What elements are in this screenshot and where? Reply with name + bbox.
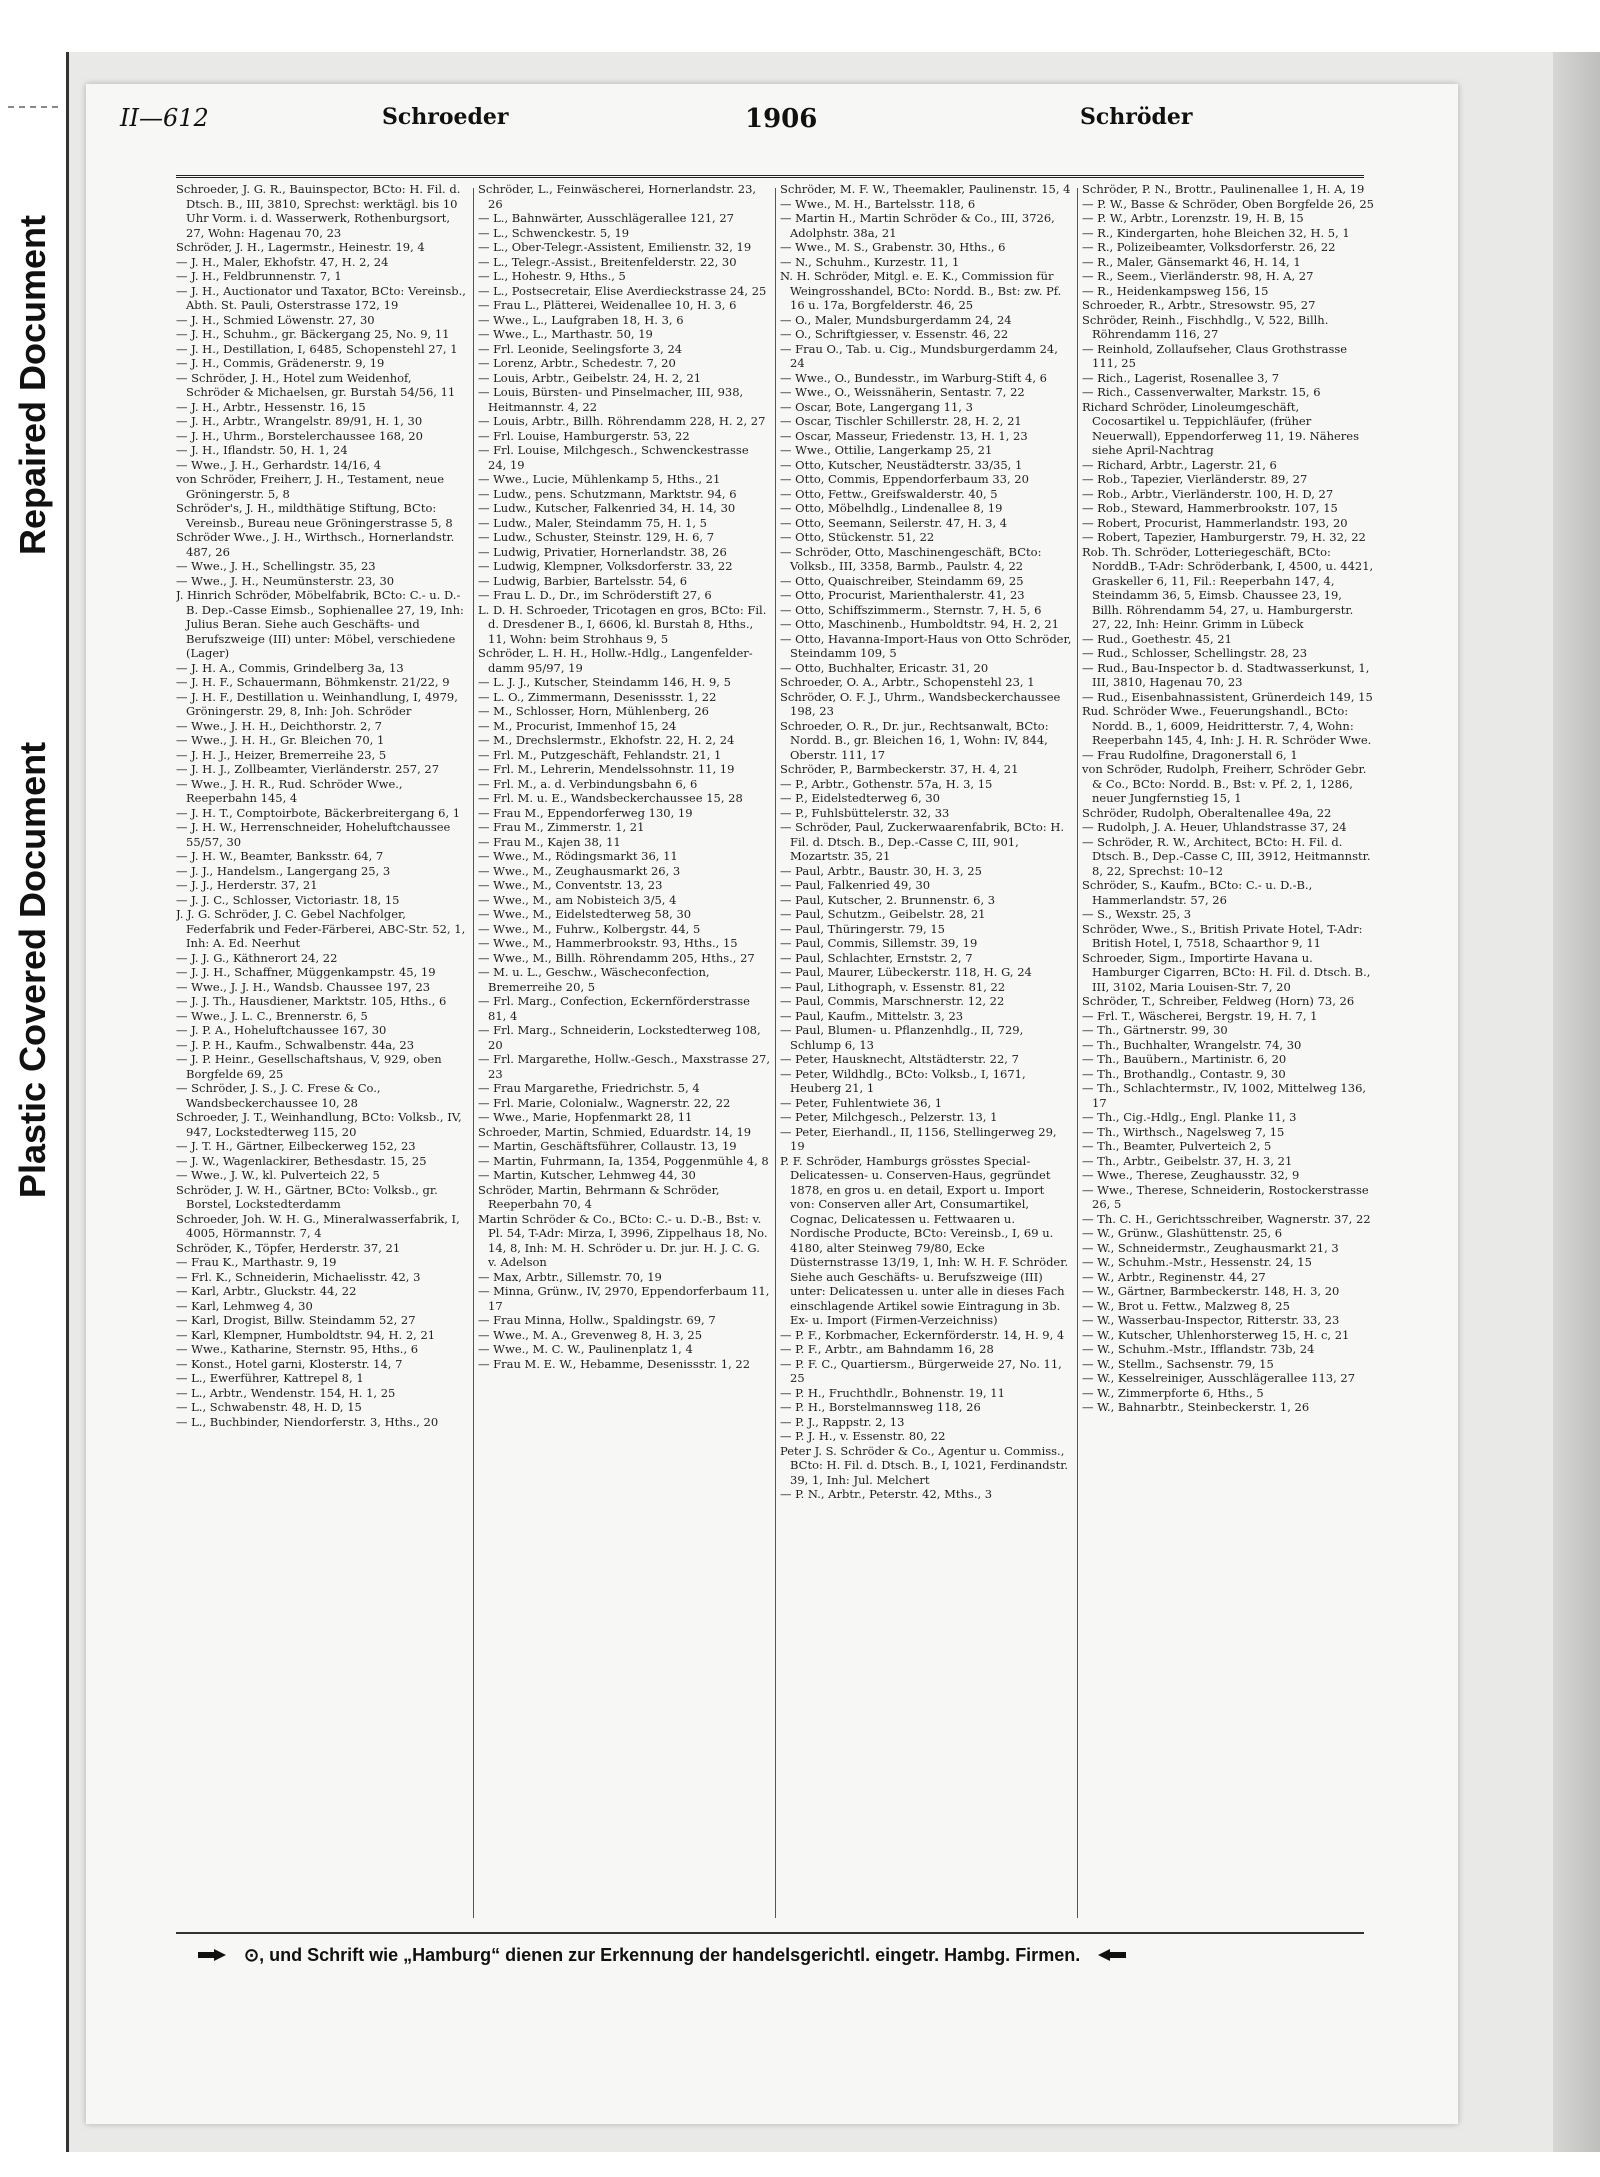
- directory-entry: — Ludwig, Barbier, Bartelsstr. 54, 6: [478, 573, 688, 588]
- directory-entry: Schröder, M. F. W., Theemakler, Paulinenstr. 15, 4: [780, 182, 1071, 196]
- directory-entry: — L. J. J., Kutscher, Steindamm 146, H. 9, 5: [478, 675, 731, 689]
- directory-entry: — P. W., Arbtr., Lorenzstr. 19, H. B, 15: [1082, 211, 1304, 225]
- directory-entry: — W., Bahnarbtr., Steinbeckerstr. 1, 26: [1082, 1400, 1310, 1414]
- directory-entry: — J. H., Arbtr., Hessenstr. 16, 15: [176, 399, 366, 414]
- directory-entry: — Otto, Schiffszimmerm., Sternstr. 7, H. 5, 6: [780, 602, 1042, 617]
- directory-entry: — P., Fuhlsbüttelerstr. 32, 33: [780, 805, 950, 820]
- directory-entry: — R., Kindergarten, hohe Bleichen 32, H. 5, 1: [1082, 225, 1350, 240]
- directory-entry: — Schröder, R. W., Architect, BCto: H. Fil. d. Dtsch. B., Dep.-Casse C, III, 3912, Heitmannstr. 8, 22, Sprechst: 10–12: [1082, 834, 1371, 878]
- directory-entry: — Rich., Lagerist, Rosenallee 3, 7: [1082, 370, 1280, 385]
- directory-entry: — W., Kutscher, Uhlenhorsterweg 15, H. c, 21: [1082, 1327, 1350, 1342]
- directory-entry: — Wwe., M., Billh. Röhrendamm 205, Hths., 27: [478, 950, 755, 965]
- directory-entry: — R., Maler, Gänsemarkt 46, H. 14, 1: [1082, 254, 1301, 269]
- directory-entry: — Wwe., M. S., Grabenstr. 30, Hths., 6: [780, 240, 1006, 254]
- directory-entry: — J. H., Destillation, I, 6485, Schopenstehl 27, 1: [176, 341, 458, 356]
- directory-entry: — W., Arbtr., Reginenstr. 44, 27: [1082, 1269, 1266, 1284]
- directory-entry: — M., Procurist, Immenhof 15, 24: [478, 718, 677, 733]
- directory-entry: — J. P. Heinr., Gesellschaftshaus, V, 929, oben Borgfelde 69, 25: [176, 1052, 442, 1081]
- directory-entry: — Frl. Marg., Schneiderin, Lockstedterweg 108, 20: [478, 1023, 761, 1052]
- directory-entry: — J. P. A., Hoheluftchaussee 167, 30: [176, 1023, 387, 1037]
- directory-entry: — J. H. F., Destillation u. Weinhandlung, I, 4979, Gröningerstr. 29, 8, Inh: Joh. Schröder: [176, 689, 458, 718]
- directory-entry: — Otto, Buchhalter, Ericastr. 31, 20: [780, 660, 989, 675]
- directory-entry: — J. H. T., Comptoirbote, Bäckerbreitergang 6, 1: [176, 805, 461, 820]
- directory-entry: — P. W., Basse & Schröder, Oben Borgfelde 26, 25: [1082, 196, 1374, 211]
- directory-entry: — Frl. T., Wäscherei, Bergstr. 19, H. 7, 1: [1082, 1008, 1318, 1023]
- directory-entry: — Wwe., Katharine, Sternstr. 95, Hths., 6: [176, 1342, 419, 1356]
- directory-entry: Schröder, K., Töpfer, Herderstr. 37, 21: [176, 1240, 401, 1255]
- directory-entry: — Rud., Goethestr. 45, 21: [1082, 631, 1232, 646]
- page-header: [120, 98, 1193, 158]
- directory-column-3: [780, 182, 1072, 1928]
- directory-entry: Schroeder, O. A., Arbtr., Schopenstehl 23, 1: [780, 675, 1035, 689]
- directory-entry: — Otto, Quaischreiber, Steindamm 69, 25: [780, 573, 1024, 588]
- directory-entry: — W., Wasserbau-Inspector, Ritterstr. 33, 23: [1082, 1313, 1340, 1327]
- directory-entry: — O., Maler, Mundsburgerdamm 24, 24: [780, 312, 1012, 327]
- directory-entry: Schröder, P. N., Brottr., Paulinenallee 1, H. A, 19: [1082, 182, 1365, 196]
- directory-entry: Schröder, P., Barmbeckerstr. 37, H. 4, 21: [780, 762, 1019, 776]
- directory-entry: — Th., Bauübern., Martinistr. 6, 20: [1082, 1052, 1287, 1066]
- column-divider: [1077, 188, 1078, 1918]
- directory-entry: — Schröder, Paul, Zuckerwaarenfabrik, BCto: H. Fil. d. Dtsch. B., Dep.-Casse C, III, 901, Mozartstr. 35, 21: [780, 820, 1065, 863]
- directory-entry: — Wwe., M. H., Bartelsstr. 118, 6: [780, 196, 976, 211]
- directory-entry: — W., Brot u. Fettw., Malzweg 8, 25: [1082, 1298, 1290, 1313]
- directory-entry: — Wwe., Ottilie, Langerkamp 25, 21: [780, 443, 993, 457]
- directory-entry: — L., Arbtr., Wendenstr. 154, H. 1, 25: [176, 1385, 396, 1400]
- directory-entry: — Martin H., Martin Schröder & Co., III, 3726, Adolphstr. 38a, 21: [780, 211, 1055, 240]
- directory-entry: — Lorenz, Arbtr., Schedestr. 7, 20: [478, 356, 676, 370]
- directory-entry: — J. J., Handelsm., Langergang 25, 3: [176, 863, 391, 878]
- directory-entry: — Karl, Klempner, Humboldtstr. 94, H. 2, 21: [176, 1327, 436, 1342]
- directory-entry: — R., Seem., Vierländerstr. 98, H. A, 27: [1082, 269, 1314, 283]
- directory-entry: — R., Heidenkampsweg 156, 15: [1082, 283, 1269, 298]
- directory-entry: — Otto, Maschinenb., Humboldtstr. 94, H. 2, 21: [780, 617, 1059, 631]
- directory-entry: — Wwe., J. H., Schellingstr. 35, 23: [176, 559, 376, 573]
- directory-entry: — L., Hohestr. 9, Hths., 5: [478, 269, 626, 283]
- directory-entry: — N., Schuhm., Kurzestr. 11, 1: [780, 254, 960, 269]
- directory-entry: — Paul, Kutscher, 2. Brunnenstr. 6, 3: [780, 892, 996, 907]
- directory-entry: — Otto, Kutscher, Neustädterstr. 33/35, 1: [780, 457, 1023, 472]
- directory-entry: — J. H., Maler, Ekhofstr. 47, H. 2, 24: [176, 254, 389, 269]
- directory-entry: — L., Postsecretair, Elise Averdieckstrasse 24, 25: [478, 283, 767, 298]
- directory-entry: — Wwe., M., Hammerbrookstr. 93, Hths., 15: [478, 936, 738, 950]
- directory-entry: — Frl. Leonide, Seelingsforte 3, 24: [478, 341, 683, 356]
- directory-entry: — Th., Arbtr., Geibelstr. 37, H. 3, 21: [1082, 1153, 1293, 1168]
- directory-entry: — Peter, Milchgesch., Pelzerstr. 13, 1: [780, 1110, 998, 1124]
- directory-entry: — L., Schwenckestr. 5, 19: [478, 225, 630, 240]
- directory-entry: — Frau L., Plätterei, Weidenallee 10, H. 3, 6: [478, 298, 737, 312]
- directory-entry: — W., Stellm., Sachsenstr. 79, 15: [1082, 1356, 1274, 1371]
- directory-entry: — P. H., Fruchthdlr., Bohnenstr. 19, 11: [780, 1385, 1005, 1400]
- directory-entry: — Ludwig, Klempner, Volksdorferstr. 33, 22: [478, 559, 733, 573]
- directory-entry: — Oscar, Masseur, Friedenstr. 13, H. 1, 23: [780, 428, 1028, 443]
- directory-entry: — Frl. Louise, Milchgesch., Schwenckestrasse 24, 19: [478, 443, 749, 472]
- directory-entry: — J. J. C., Schlosser, Victoriastr. 18, 15: [176, 892, 400, 907]
- header-right-name: Schröder: [1080, 104, 1193, 130]
- pointing-hand-left-icon: [1094, 1946, 1128, 1964]
- directory-entry: — Paul, Maurer, Lübeckerstr. 118, H. G, 24: [780, 965, 1032, 979]
- footer-rule: [176, 1932, 1364, 1934]
- directory-entry: — M., Drechslermstr., Ekhofstr. 22, H. 2, 24: [478, 733, 735, 747]
- directory-entry: — Frau Margarethe, Friedrichstr. 5, 4: [478, 1081, 700, 1095]
- directory-entry: — Rud., Schlosser, Schellingstr. 28, 23: [1082, 646, 1308, 660]
- directory-entry: — Wwe., J. H. H., Gr. Bleichen 70, 1: [176, 733, 385, 747]
- directory-entry: von Schröder, Freiherr, J. H., Testament, neue Gröningerstr. 5, 8: [176, 472, 445, 501]
- directory-entry: N. H. Schröder, Mitgl. e. E. K., Commission für Weingrosshandel, BCto: Nordd. B., Bst: zw. Pf. 16 u. 17a, Borgfelderstr. 46, 25: [780, 269, 1062, 312]
- directory-entry: — Wwe., J. W., kl. Pulverteich 22, 5: [176, 1168, 380, 1182]
- directory-entry: — Th., Brothandlg., Contastr. 9, 30: [1082, 1066, 1286, 1081]
- directory-entry: — Karl, Lehmweg 4, 30: [176, 1298, 313, 1313]
- directory-entry: — Otto, Möbelhdlg., Lindenallee 8, 19: [780, 501, 1003, 515]
- directory-entry: Peter J. S. Schröder & Co., Agentur u. Commiss., BCto: H. Fil. d. Dtsch. B., I, 1021, Ferdinandstr. 39, 1, Inh: Jul. Melchert: [780, 1443, 1069, 1487]
- directory-entry: — J. H., Feldbrunnenstr. 7, 1: [176, 269, 342, 283]
- directory-entry: — Th., Beamter, Pulverteich 2, 5: [1082, 1139, 1272, 1153]
- directory-entry: — Th., Buchhalter, Wrangelstr. 74, 30: [1082, 1037, 1302, 1052]
- directory-entry: — J. H., Arbtr., Wrangelstr. 89/91, H. 1, 30: [176, 414, 423, 428]
- directory-entry: — J. H., Schuhm., gr. Bäckergang 25, No. 9, 11: [176, 327, 450, 341]
- directory-entry: — J. P. H., Kaufm., Schwalbenstr. 44a, 23: [176, 1037, 415, 1052]
- directory-entry: — Wwe., J. L. C., Brennerstr. 6, 5: [176, 1008, 368, 1023]
- header-left-name: Schroeder: [382, 104, 509, 130]
- directory-entry: — Louis, Arbtr., Billh. Röhrendamm 228, H. 2, 27: [478, 414, 766, 428]
- directory-entry: — L., Buchbinder, Niendorferstr. 3, Hths., 20: [176, 1414, 439, 1429]
- directory-entry: — J. H., Iflandstr. 50, H. 1, 24: [176, 443, 348, 457]
- directory-entry: — W., Schuhm.-Mstr., Ifflandstr. 73b, 24: [1082, 1342, 1315, 1356]
- directory-entry: — Wwe., L., Laufgraben 18, H. 3, 6: [478, 312, 684, 327]
- directory-entry: — Otto, Stückenstr. 51, 22: [780, 530, 935, 544]
- document-label-strip: [0, 0, 66, 2177]
- directory-entry: — Paul, Kaufm., Mittelstr. 3, 23: [780, 1008, 964, 1023]
- directory-entry: — Frl. K., Schneiderin, Michaelisstr. 42, 3: [176, 1269, 421, 1284]
- directory-entry: — J. H. A., Commis, Grindelberg 3a, 13: [176, 660, 404, 675]
- directory-entry: — Wwe., L., Marthastr. 50, 19: [478, 327, 653, 341]
- directory-entry: — Rob., Steward, Hammerbrookstr. 107, 15: [1082, 501, 1338, 515]
- directory-entry: — Otto, Seemann, Seilerstr. 47, H. 3, 4: [780, 515, 1008, 530]
- directory-entry: — P. N., Arbtr., Peterstr. 42, Mths., 3: [780, 1487, 993, 1501]
- directory-entry: — Frau K., Marthastr. 9, 19: [176, 1255, 337, 1269]
- directory-entry: — Wwe., M. A., Grevenweg 8, H. 3, 25: [478, 1327, 703, 1342]
- directory-entry: — L., Telegr.-Assist., Breitenfelderstr. 22, 30: [478, 254, 737, 269]
- directory-entry: Schröder's, J. H., mildthätige Stiftung, BCto: Vereinsb., Bureau neue Gröningerstrasse 5, 8: [176, 501, 453, 530]
- directory-entry: — Th. C. H., Gerichtsschreiber, Wagnerstr. 37, 22: [1082, 1211, 1371, 1226]
- directory-entry: Schröder, Rudolph, Oberaltenallee 49a, 22: [1082, 805, 1332, 820]
- directory-entry: — L. O., Zimmermann, Desenissstr. 1, 22: [478, 689, 717, 704]
- directory-entry: — Rich., Cassenverwalter, Markstr. 15, 6: [1082, 385, 1321, 399]
- directory-entry: — Paul, Commis, Marschnerstr. 12, 22: [780, 994, 1005, 1008]
- directory-entry: — Paul, Arbtr., Baustr. 30, H. 3, 25: [780, 863, 982, 878]
- directory-entry: — Frl. M. u. E., Wandsbeckerchaussee 15, 28: [478, 791, 743, 805]
- directory-entry: — Karl, Arbtr., Gluckstr. 44, 22: [176, 1284, 357, 1298]
- directory-entry: — Reinhold, Zollaufseher, Claus Grothstrasse 111, 25: [1082, 341, 1348, 370]
- directory-entry: — Robert, Procurist, Hammerlandstr. 193, 20: [1082, 515, 1348, 530]
- column-divider: [473, 188, 474, 1918]
- directory-column-2: [478, 182, 770, 1928]
- directory-entry: — Martin, Geschäftsführer, Collaustr. 13, 19: [478, 1139, 737, 1153]
- directory-entry: — W., Schneidermstr., Zeughausmarkt 21, 3: [1082, 1240, 1339, 1255]
- directory-entry: — Martin, Kutscher, Lehmweg 44, 30: [478, 1168, 696, 1182]
- directory-entry: — W., Grünw., Glashüttenstr. 25, 6: [1082, 1226, 1283, 1240]
- page-footer: [196, 1940, 1356, 1970]
- directory-entry: — Wwe., Marie, Hopfenmarkt 28, 11: [478, 1110, 693, 1124]
- directory-entry: — R., Polizeibeamter, Volksdorferstr. 26, 22: [1082, 240, 1336, 254]
- directory-entry: — Ludwig, Privatier, Hornerlandstr. 38, 26: [478, 544, 727, 559]
- directory-entry: — J. H., Auctionator und Taxator, BCto: Vereinsb., Abth. St. Pauli, Osterstrasse 172, 19: [176, 283, 466, 312]
- directory-columns: [176, 182, 1374, 1928]
- directory-entry: — P. F., Korbmacher, Eckernförderstr. 14, H. 9, 4: [780, 1327, 1065, 1342]
- directory-entry: Schröder, Wwe., S., British Private Hotel, T-Adr: British Hotel, I, 7518, Schaarthor 9, 11: [1082, 921, 1363, 950]
- directory-entry: Schroeder, Joh. W. H. G., Mineralwasserfabrik, I, 4005, Hörmannstr. 7, 4: [176, 1211, 460, 1240]
- directory-entry: — Schröder, Otto, Maschinengeschäft, BCto: Volksb., III, 3358, Barmb., Paulstr. 4, 22: [780, 544, 1042, 573]
- directory-entry: — Th., Wirthsch., Nagelsweg 7, 15: [1082, 1124, 1285, 1139]
- directory-entry: Schröder, L., Feinwäscherei, Hornerlandstr. 23, 26: [478, 182, 757, 211]
- directory-entry: — Ludw., pens. Schutzmann, Marktstr. 94, 6: [478, 486, 737, 501]
- directory-entry: — Otto, Commis, Eppendorferbaum 33, 20: [780, 472, 1029, 486]
- directory-entry: — Otto, Fettw., Greifswalderstr. 40, 5: [780, 486, 998, 501]
- directory-entry: Martin Schröder & Co., BCto: C.- u. D.-B., Bst: v. Pl. 54, T-Adr: Mirza, I, 3996, Zippelhaus 18, No. 14, 8, Inh: M. H. Schröder u. Dr. jur. H. J. C. G. v. Adelson: [478, 1211, 768, 1269]
- directory-entry: — P. J. H., v. Essenstr. 80, 22: [780, 1429, 946, 1443]
- directory-entry: — Wwe., J. J. H., Wandsb. Chaussee 197, 23: [176, 979, 431, 994]
- directory-entry: — J. J. H., Schaffner, Müggenkampstr. 45, 19: [176, 965, 436, 979]
- directory-entry: — P., Eidelstedterweg 6, 30: [780, 791, 940, 805]
- directory-entry: — Th., Gärtnerstr. 99, 30: [1082, 1023, 1228, 1037]
- directory-entry: — Wwe., J. H., Neumünsterstr. 23, 30: [176, 573, 395, 588]
- directory-entry: — Louis, Bürsten- und Pinselmacher, III, 938, Heitmannstr. 4, 22: [478, 385, 744, 414]
- directory-entry: — Wwe., Lucie, Mühlenkamp 5, Hths., 21: [478, 472, 721, 486]
- directory-entry: — Otto, Procurist, Marienthalerstr. 41, 23: [780, 588, 1025, 602]
- directory-entry: — P. H., Borstelmannsweg 118, 26: [780, 1400, 981, 1414]
- directory-entry: — Wwe., O., Weissnäherin, Sentastr. 7, 22: [780, 385, 1025, 399]
- directory-entry: — Schröder, J. S., J. C. Frese & Co., Wandsbeckerchaussee 10, 28: [176, 1081, 381, 1110]
- directory-entry: — J. H., Commis, Grädenerstr. 9, 19: [176, 356, 385, 370]
- directory-entry: — Th., Cig.-Hdlg., Engl. Planke 11, 3: [1082, 1110, 1297, 1124]
- directory-entry: — Otto, Havanna-Import-Haus von Otto Schröder, Steindamm 109, 5: [780, 631, 1072, 660]
- directory-entry: — J. H. J., Heizer, Bremerreihe 23, 5: [176, 747, 387, 762]
- directory-entry: — J. H. W., Herrenschneider, Hoheluftchaussee 55/57, 30: [176, 820, 451, 849]
- directory-entry: — J. H., Uhrm., Borstelerchaussee 168, 20: [176, 428, 423, 443]
- directory-entry: — Peter, Wildhdlg., BCto: Volksb., I, 1671, Heuberg 21, 1: [780, 1066, 1026, 1095]
- directory-entry: — Frl. Margarethe, Hollw.-Gesch., Maxstrasse 27, 23: [478, 1052, 770, 1081]
- directory-entry: Schroeder, J. G. R., Bauinspector, BCto: H. Fil. d. Dtsch. B., III, 3810, Sprechst: werktägl. bis 10 Uhr Vorm. i. d. Wasserwerk, Rothenburgsort, 27, Wohn: Hagenau 70, 23: [176, 182, 461, 240]
- directory-column-1: [176, 182, 468, 1928]
- directory-entry: — Schröder, J. H., Hotel zum Weidenhof, Schröder & Michaelsen, gr. Burstah 54/56, 11: [176, 370, 456, 399]
- directory-entry: — P. F., Arbtr., am Bahndamm 16, 28: [780, 1342, 994, 1356]
- directory-entry: — P., Arbtr., Gothenstr. 57a, H. 3, 15: [780, 776, 993, 791]
- directory-entry: — Minna, Grünw., IV, 2970, Eppendorferbaum 11, 17: [478, 1284, 770, 1313]
- directory-entry: — Louis, Arbtr., Geibelstr. 24, H. 2, 21: [478, 370, 702, 385]
- directory-entry: — Paul, Thüringerstr. 79, 15: [780, 921, 946, 936]
- directory-entry: — Wwe., Therese, Schneiderin, Rostockerstrasse 26, 5: [1082, 1182, 1369, 1211]
- directory-entry: Schroeder, R., Arbtr., Stresowstr. 95, 27: [1082, 298, 1316, 312]
- directory-entry: — S., Wexstr. 25, 3: [1082, 907, 1192, 921]
- column-divider: [775, 188, 776, 1918]
- directory-entry: — J. T. H., Gärtner, Eilbeckerweg 152, 23: [176, 1139, 416, 1153]
- directory-entry: — Frau M., Zimmerstr. 1, 21: [478, 820, 645, 834]
- directory-entry: — J. H., Schmied Löwenstr. 27, 30: [176, 312, 375, 327]
- directory-entry: — W., Schuhm.-Mstr., Hessenstr. 24, 15: [1082, 1255, 1312, 1269]
- directory-entry: — Paul, Falkenried 49, 30: [780, 878, 931, 892]
- directory-entry: — Oscar, Tischler Schillerstr. 28, H. 2, 21: [780, 414, 1022, 428]
- repaired-label-text: Repaired Document: [12, 214, 54, 556]
- directory-entry: — Wwe., M. C. W., Paulinenplatz 1, 4: [478, 1342, 693, 1356]
- directory-entry: — J. J., Herderstr. 37, 21: [176, 878, 318, 892]
- directory-entry: Schroeder, Sigm., Importirte Havana u. Hamburger Cigarren, BCto: H. Fil. d. Dtsch. B., III, 3102, Maria Louisen-Str. 7, 20: [1082, 950, 1371, 994]
- directory-entry: — L., Ewerführer, Kattrepel 8, 1: [176, 1371, 364, 1385]
- directory-entry: — Frl. Marg., Confection, Eckernförderstrasse 81, 4: [478, 994, 750, 1023]
- header-year: 1906: [745, 104, 818, 134]
- directory-entry: — Peter, Eierhandl., II, 1156, Stellingerweg 29, 19: [780, 1124, 1057, 1153]
- directory-entry: Schröder, J. H., Lagermstr., Heinestr. 19, 4: [176, 240, 425, 254]
- pointing-hand-right-icon: [196, 1946, 230, 1964]
- directory-entry: — Wwe., Therese, Zeughausstr. 32, 9: [1082, 1168, 1300, 1182]
- directory-entry: — Frau Rudolfine, Dragonerstall 6, 1: [1082, 747, 1298, 762]
- directory-entry: Schröder, T., Schreiber, Feldweg (Horn) 73, 26: [1082, 994, 1355, 1008]
- directory-entry: — Paul, Commis, Sillemstr. 39, 19: [780, 936, 978, 950]
- directory-entry: — W., Gärtner, Barmbeckerstr. 148, H. 3, 20: [1082, 1284, 1340, 1298]
- directory-entry: — Wwe., M., am Nobisteich 3/5, 4: [478, 892, 677, 907]
- directory-entry: — L., Ober-Telegr.-Assistent, Emilienstr. 32, 19: [478, 240, 752, 254]
- directory-entry: — W., Zimmerpforte 6, Hths., 5: [1082, 1385, 1264, 1400]
- repaired-label: [0, 130, 68, 640]
- directory-entry: — Frau Minna, Hollw., Spaldingstr. 69, 7: [478, 1313, 716, 1327]
- scan-edge-shadow: [1553, 52, 1600, 2152]
- directory-entry: — J. W., Wagenlackirer, Bethesdastr. 15, 25: [176, 1153, 427, 1168]
- directory-entry: — Paul, Schlachter, Ernststr. 2, 7: [780, 950, 973, 965]
- directory-entry: P. F. Schröder, Hamburgs grösstes Special-Delicatessen- u. Conserven-Haus, gegründet 1878, en gros u. en detail, Export u. Import von: Conserven aller Art, Consumartikel, Cognac, Delicatessen u. Fettwaaren u. Nordische Producte, BCto: Vereinsb., I, 69 u. 4180, alter Steinweg 79/80, Ecke Düsternstrasse 13/19, 1, Inh: W. H. F. Schröder. Siehe auch Geschäfts- u. Berufszweige (III) unter: Delicatessen u. unter alle in dieses Fach einschlagende Artikel sowie Eintragung in 3b. Ex- u. Import (Firmen-Verzeichniss): [780, 1153, 1069, 1327]
- directory-entry: L. D. H. Schroeder, Tricotagen en gros, BCto: Fil. d. Dresdener B., I, 6606, kl. Burstah 8, Hths., 11, Wohn: beim Strohhaus 9, 5: [478, 602, 767, 646]
- directory-entry: Schroeder, O. R., Dr. jur., Rechtsanwalt, BCto: Nordd. B., gr. Bleichen 16, 1, Wohn: IV, 844, Oberstr. 111, 17: [780, 718, 1049, 762]
- directory-entry: — Wwe., M., Fuhrw., Kolbergstr. 44, 5: [478, 921, 701, 936]
- directory-entry: — Frau M., Kajen 38, 11: [478, 834, 621, 849]
- footer-note: ⊙, und Schrift wie „Hamburg“ dienen zur Erkennung der handelsgerichtl. eingetr. Hambg. Firmen.: [244, 1944, 1081, 1965]
- directory-entry: — Paul, Schutzm., Geibelstr. 28, 21: [780, 907, 986, 921]
- directory-entry: — Peter, Hausknecht, Altstädterstr. 22, 7: [780, 1052, 1019, 1066]
- directory-entry: — Konst., Hotel garni, Klosterstr. 14, 7: [176, 1356, 403, 1371]
- directory-entry: — Martin, Fuhrmann, Ia, 1354, Poggenmühle 4, 8: [478, 1153, 769, 1168]
- directory-entry: — Max, Arbtr., Sillemstr. 70, 19: [478, 1269, 662, 1284]
- directory-entry: — J. H. J., Zollbeamter, Vierländerstr. 257, 27: [176, 762, 440, 776]
- directory-entry: — Richard, Arbtr., Lagerstr. 21, 6: [1082, 457, 1277, 472]
- directory-entry: — Frau L. D., Dr., im Schröderstift 27, 6: [478, 588, 712, 602]
- directory-entry: — Wwe., J. H. R., Rud. Schröder Wwe., Reeperbahn 145, 4: [176, 776, 403, 805]
- directory-entry: J. Hinrich Schröder, Möbelfabrik, BCto: C.- u. D.-B. Dep.-Casse Eimsb., Sophienallee 27, 19, Inh: Julius Beran. Siehe auch Geschäfts- und Berufszweige (III) unter: Möbel, verschiedene (Lager): [176, 588, 464, 660]
- directory-entry: — Karl, Drogist, Billw. Steindamm 52, 27: [176, 1313, 416, 1327]
- directory-entry: — J. H. F., Schauermann, Böhmkenstr. 21/22, 9: [176, 675, 450, 689]
- directory-entry: — Wwe., M., Conventstr. 13, 23: [478, 878, 663, 892]
- directory-entry: — Wwe., M., Eidelstedterweg 58, 30: [478, 907, 692, 921]
- plastic-covered-label-text: Plastic Covered Document: [12, 741, 54, 1199]
- directory-entry: — Rob., Tapezier, Vierländerstr. 89, 27: [1082, 472, 1308, 486]
- directory-entry: — M., Schlosser, Horn, Mühlenberg, 26: [478, 704, 709, 718]
- directory-entry: Schröder, O. F. J., Uhrm., Wandsbeckerchaussee 198, 23: [780, 689, 1061, 718]
- header-rule: [176, 175, 1364, 178]
- directory-entry: — Oscar, Bote, Langergang 11, 3: [780, 399, 973, 414]
- directory-entry: — Rud., Bau-Inspector b. d. Stadtwasserkunst, 1, III, 3810, Hagenau 70, 23: [1082, 660, 1370, 689]
- plastic-covered-label: [0, 690, 68, 1250]
- directory-entry: Schröder, L. H. H., Hollw.-Hdlg., Langenfelder-damm 95/97, 19: [478, 646, 753, 675]
- directory-entry: — J. J. G., Käthnerort 24, 22: [176, 950, 338, 965]
- directory-entry: Schröder, S., Kaufm., BCto: C.- u. D.-B., Hammerlandstr. 57, 26: [1082, 878, 1313, 907]
- directory-column-4: [1082, 182, 1374, 1928]
- directory-entry: Richard Schröder, Linoleumgeschäft, Cocosartikel u. Teppichläufer, (früher Neuerwall), Eppendorferweg 11, 19. Näheres siehe April-Nachtrag: [1082, 399, 1359, 457]
- directory-entry: Rob. Th. Schröder, Lotteriegeschäft, BCto: NorddB., T-Adr: Schröderbank, I, 4500, u. 4421, Graskeller 6, 11, Fil.: Reeperbahn 147, 4, Steindamm 36, 5, Eimsb. Chaussee 23, 19, Billh. Röhrendamm 54, 27, u. Hamburgerstr. 27, 22, Inh: Heinr. Grimm in Lübeck: [1082, 544, 1374, 631]
- directory-entry: Schroeder, Martin, Schmied, Eduardstr. 14, 19: [478, 1124, 752, 1139]
- directory-entry: — L., Bahnwärter, Ausschlägerallee 121, 27: [478, 211, 734, 225]
- directory-entry: — Frl. M., Lehrerin, Mendelssohnstr. 11, 19: [478, 762, 735, 776]
- directory-entry: Rud. Schröder Wwe., Feuerungshandl., BCto: Nordd. B., 1, 6009, Heidritterstr. 7, 4, Wohn: Reeperbahn 145, 4, Inh: J. H. R. Schröder Wwe.: [1082, 704, 1372, 747]
- directory-entry: — Ludw., Schuster, Steinstr. 129, H. 6, 7: [478, 530, 715, 544]
- directory-entry: — M. u. L., Geschw., Wäscheconfection, Bremerreihe 20, 5: [478, 965, 710, 994]
- directory-entry: — Paul, Blumen- u. Pflanzenhdlg., II, 729, Schlump 6, 13: [780, 1023, 1024, 1052]
- directory-entry: — L., Schwabenstr. 48, H. D, 15: [176, 1400, 362, 1414]
- directory-entry: — Frau M., Eppendorferweg 130, 19: [478, 805, 693, 820]
- directory-entry: — Rudolph, J. A. Heuer, Uhlandstrasse 37, 24: [1082, 820, 1347, 834]
- directory-entry: — Frl. Louise, Hamburgerstr. 53, 22: [478, 428, 690, 443]
- directory-entry: — Rob., Arbtr., Vierländerstr. 100, H. D, 27: [1082, 486, 1334, 501]
- directory-entry: von Schröder, Rudolph, Freiherr, Schröder Gebr. & Co., BCto: Nordd. B., Bst: v. Pf. 2, 1, 1286, neuer Jungfernstieg 15, 1: [1082, 762, 1367, 805]
- dashed-marker: [8, 106, 58, 108]
- directory-entry: — Frau M. E. W., Hebamme, Desenissstr. 1, 22: [478, 1356, 751, 1371]
- directory-entry: — Frl. M., a. d. Verbindungsbahn 6, 6: [478, 776, 698, 791]
- directory-entry: — Wwe., O., Bundesstr., im Warburg-Stift 4, 6: [780, 370, 1047, 385]
- directory-entry: — Wwe., M., Rödingsmarkt 36, 11: [478, 849, 678, 863]
- directory-entry: — J. J. Th., Hausdiener, Marktstr. 105, Hths., 6: [176, 994, 447, 1008]
- directory-entry: — W., Kesselreiniger, Ausschlägerallee 113, 27: [1082, 1371, 1356, 1385]
- directory-entry: Schroeder, J. T., Weinhandlung, BCto: Volksb., IV, 947, Lockstedterweg 115, 20: [176, 1110, 462, 1139]
- directory-entry: — Frau O., Tab. u. Cig., Mundsburgerdamm 24, 24: [780, 341, 1058, 370]
- directory-entry: — Ludw., Maler, Steindamm 75, H. 1, 5: [478, 515, 707, 530]
- directory-entry: — Robert, Tapezier, Hamburgerstr. 79, H. 32, 22: [1082, 530, 1366, 544]
- directory-entry: — P. J., Rappstr. 2, 13: [780, 1414, 905, 1429]
- directory-entry: — Frl. M., Putzgeschäft, Fehlandstr. 21, 1: [478, 747, 722, 762]
- directory-entry: — Wwe., J. H. H., Deichthorstr. 2, 7: [176, 718, 382, 733]
- directory-entry: — P. F. C., Quartiersm., Bürgerweide 27, No. 11, 25: [780, 1356, 1062, 1385]
- directory-entry: — O., Schriftgiesser, v. Essenstr. 46, 22: [780, 327, 1009, 341]
- directory-entry: — J. H. W., Beamter, Banksstr. 64, 7: [176, 849, 384, 863]
- directory-entry: Schröder Wwe., J. H., Wirthsch., Hornerlandstr. 487, 26: [176, 530, 455, 559]
- directory-entry: — Wwe., M., Zeughausmarkt 26, 3: [478, 863, 681, 878]
- directory-entry: — Paul, Lithograph, v. Essenstr. 81, 22: [780, 979, 1006, 994]
- page-number: II—612: [120, 104, 209, 132]
- directory-entry: J. J. G. Schröder, J. C. Gebel Nachfolger, Federfabrik und Feder-Färberei, ABC-Str. 52, 1, Inh: A. Ed. Neerhut: [176, 907, 466, 950]
- directory-entry: — Ludw., Kutscher, Falkenried 34, H. 14, 30: [478, 501, 736, 515]
- directory-entry: — Peter, Fuhlentwiete 36, 1: [780, 1095, 943, 1110]
- directory-entry: Schröder, Martin, Behrmann & Schröder, Reeperbahn 70, 4: [478, 1182, 720, 1211]
- directory-entry: Schröder, Reinh., Fischhdlg., V, 522, Billh. Röhrendamm 116, 27: [1082, 312, 1329, 341]
- directory-entry: — Frl. Marie, Colonialw., Wagnerstr. 22, 22: [478, 1095, 731, 1110]
- directory-entry: — Rud., Eisenbahnassistent, Grünerdeich 149, 15: [1082, 689, 1373, 704]
- directory-entry: Schröder, J. W. H., Gärtner, BCto: Volksb., gr. Borstel, Lockstedterdamm: [176, 1182, 438, 1211]
- directory-entry: — Th., Schlachtermstr., IV, 1002, Mittelweg 136, 17: [1082, 1081, 1367, 1110]
- directory-entry: — Wwe., J. H., Gerhardstr. 14/16, 4: [176, 457, 382, 472]
